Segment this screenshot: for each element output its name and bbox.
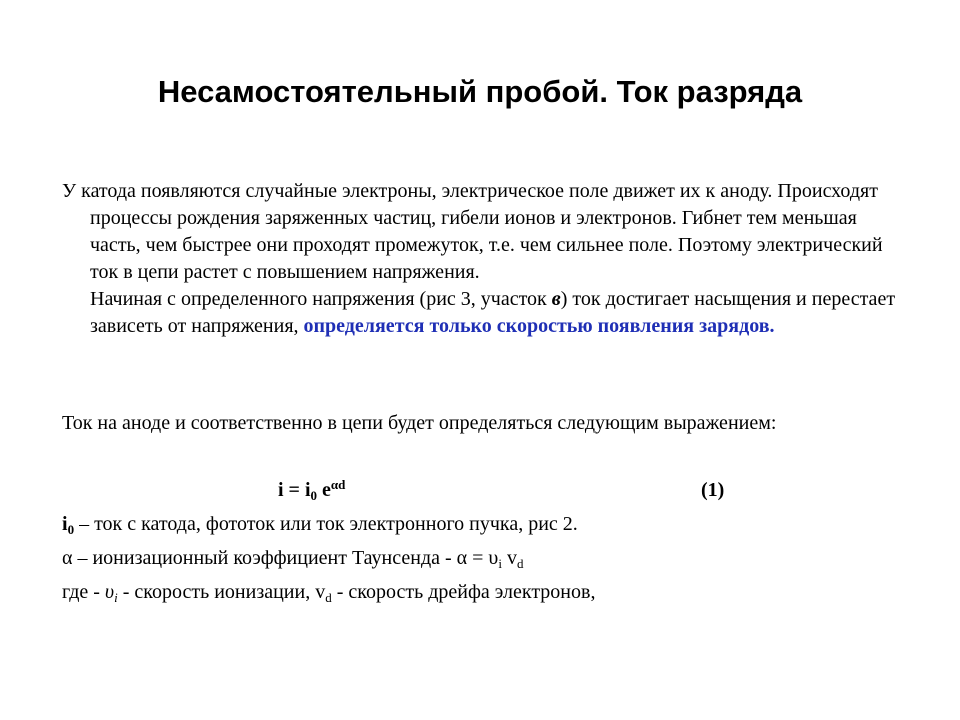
- i0-text: – ток с катода, фототок или ток электронного пучка, рис 2.: [74, 513, 578, 535]
- formula-exp-base: e: [317, 479, 331, 501]
- line-i0-definition: [62, 511, 578, 538]
- i0-subscript: 0: [67, 522, 75, 537]
- paragraph-cathode-text: У катода появляются случайные электроны, электрическое поле движет их к аноду. Происходят процессы рождения заряженных частиц, гибели ионов и электронов. Гибнет тем меньшая часть, чем быстрее они проходят промежуток, т.е. чем сильнее поле. Поэтому электрический ток в цепи растет с повышением напряжения.: [62, 180, 883, 283]
- paragraph-anode-current: [62, 410, 902, 437]
- paragraph-anode-text: Ток на аноде и соответственно в цепи будет определяться следующим выражением:: [62, 412, 777, 434]
- where-pre: где -: [62, 581, 105, 603]
- saturation-text-before: Начиная с определенного напряжения (рис 3, участок: [90, 288, 552, 310]
- alpha-sub-i: i: [498, 556, 502, 571]
- formula-sub: 0: [310, 488, 318, 503]
- formula-exponent: αd: [330, 477, 346, 492]
- where-sub-i: i: [114, 590, 118, 605]
- formula-number: (1): [701, 479, 725, 501]
- i0-symbol: i: [62, 513, 68, 535]
- paragraph-saturation: [62, 286, 902, 340]
- where-sub-d: d: [325, 590, 332, 605]
- line-alpha-definition: [62, 545, 523, 572]
- alpha-text: α – ионизационный коэффициент Таунсенда - α = υ: [62, 547, 499, 569]
- formula-left: i = i: [278, 479, 311, 501]
- alpha-sub-d: d: [516, 556, 524, 571]
- where-upsilon: υ: [104, 581, 115, 603]
- line-where: [62, 579, 595, 606]
- highlight-text: определяется только скоростью появления зарядов.: [303, 315, 775, 337]
- segment-label: в: [551, 288, 561, 310]
- formula: [278, 477, 345, 504]
- slide-title: Несамостоятельный пробой. Ток разряда: [157, 74, 803, 109]
- paragraph-cathode: [62, 178, 902, 340]
- where-mid: - скорость ионизации, v: [117, 581, 326, 603]
- alpha-v: v: [501, 547, 517, 569]
- where-post: - скорость дрейфа электронов,: [331, 581, 596, 603]
- saturation-text-after: ) ток достигает насыщения и перестает зависеть от напряжения,: [90, 288, 896, 337]
